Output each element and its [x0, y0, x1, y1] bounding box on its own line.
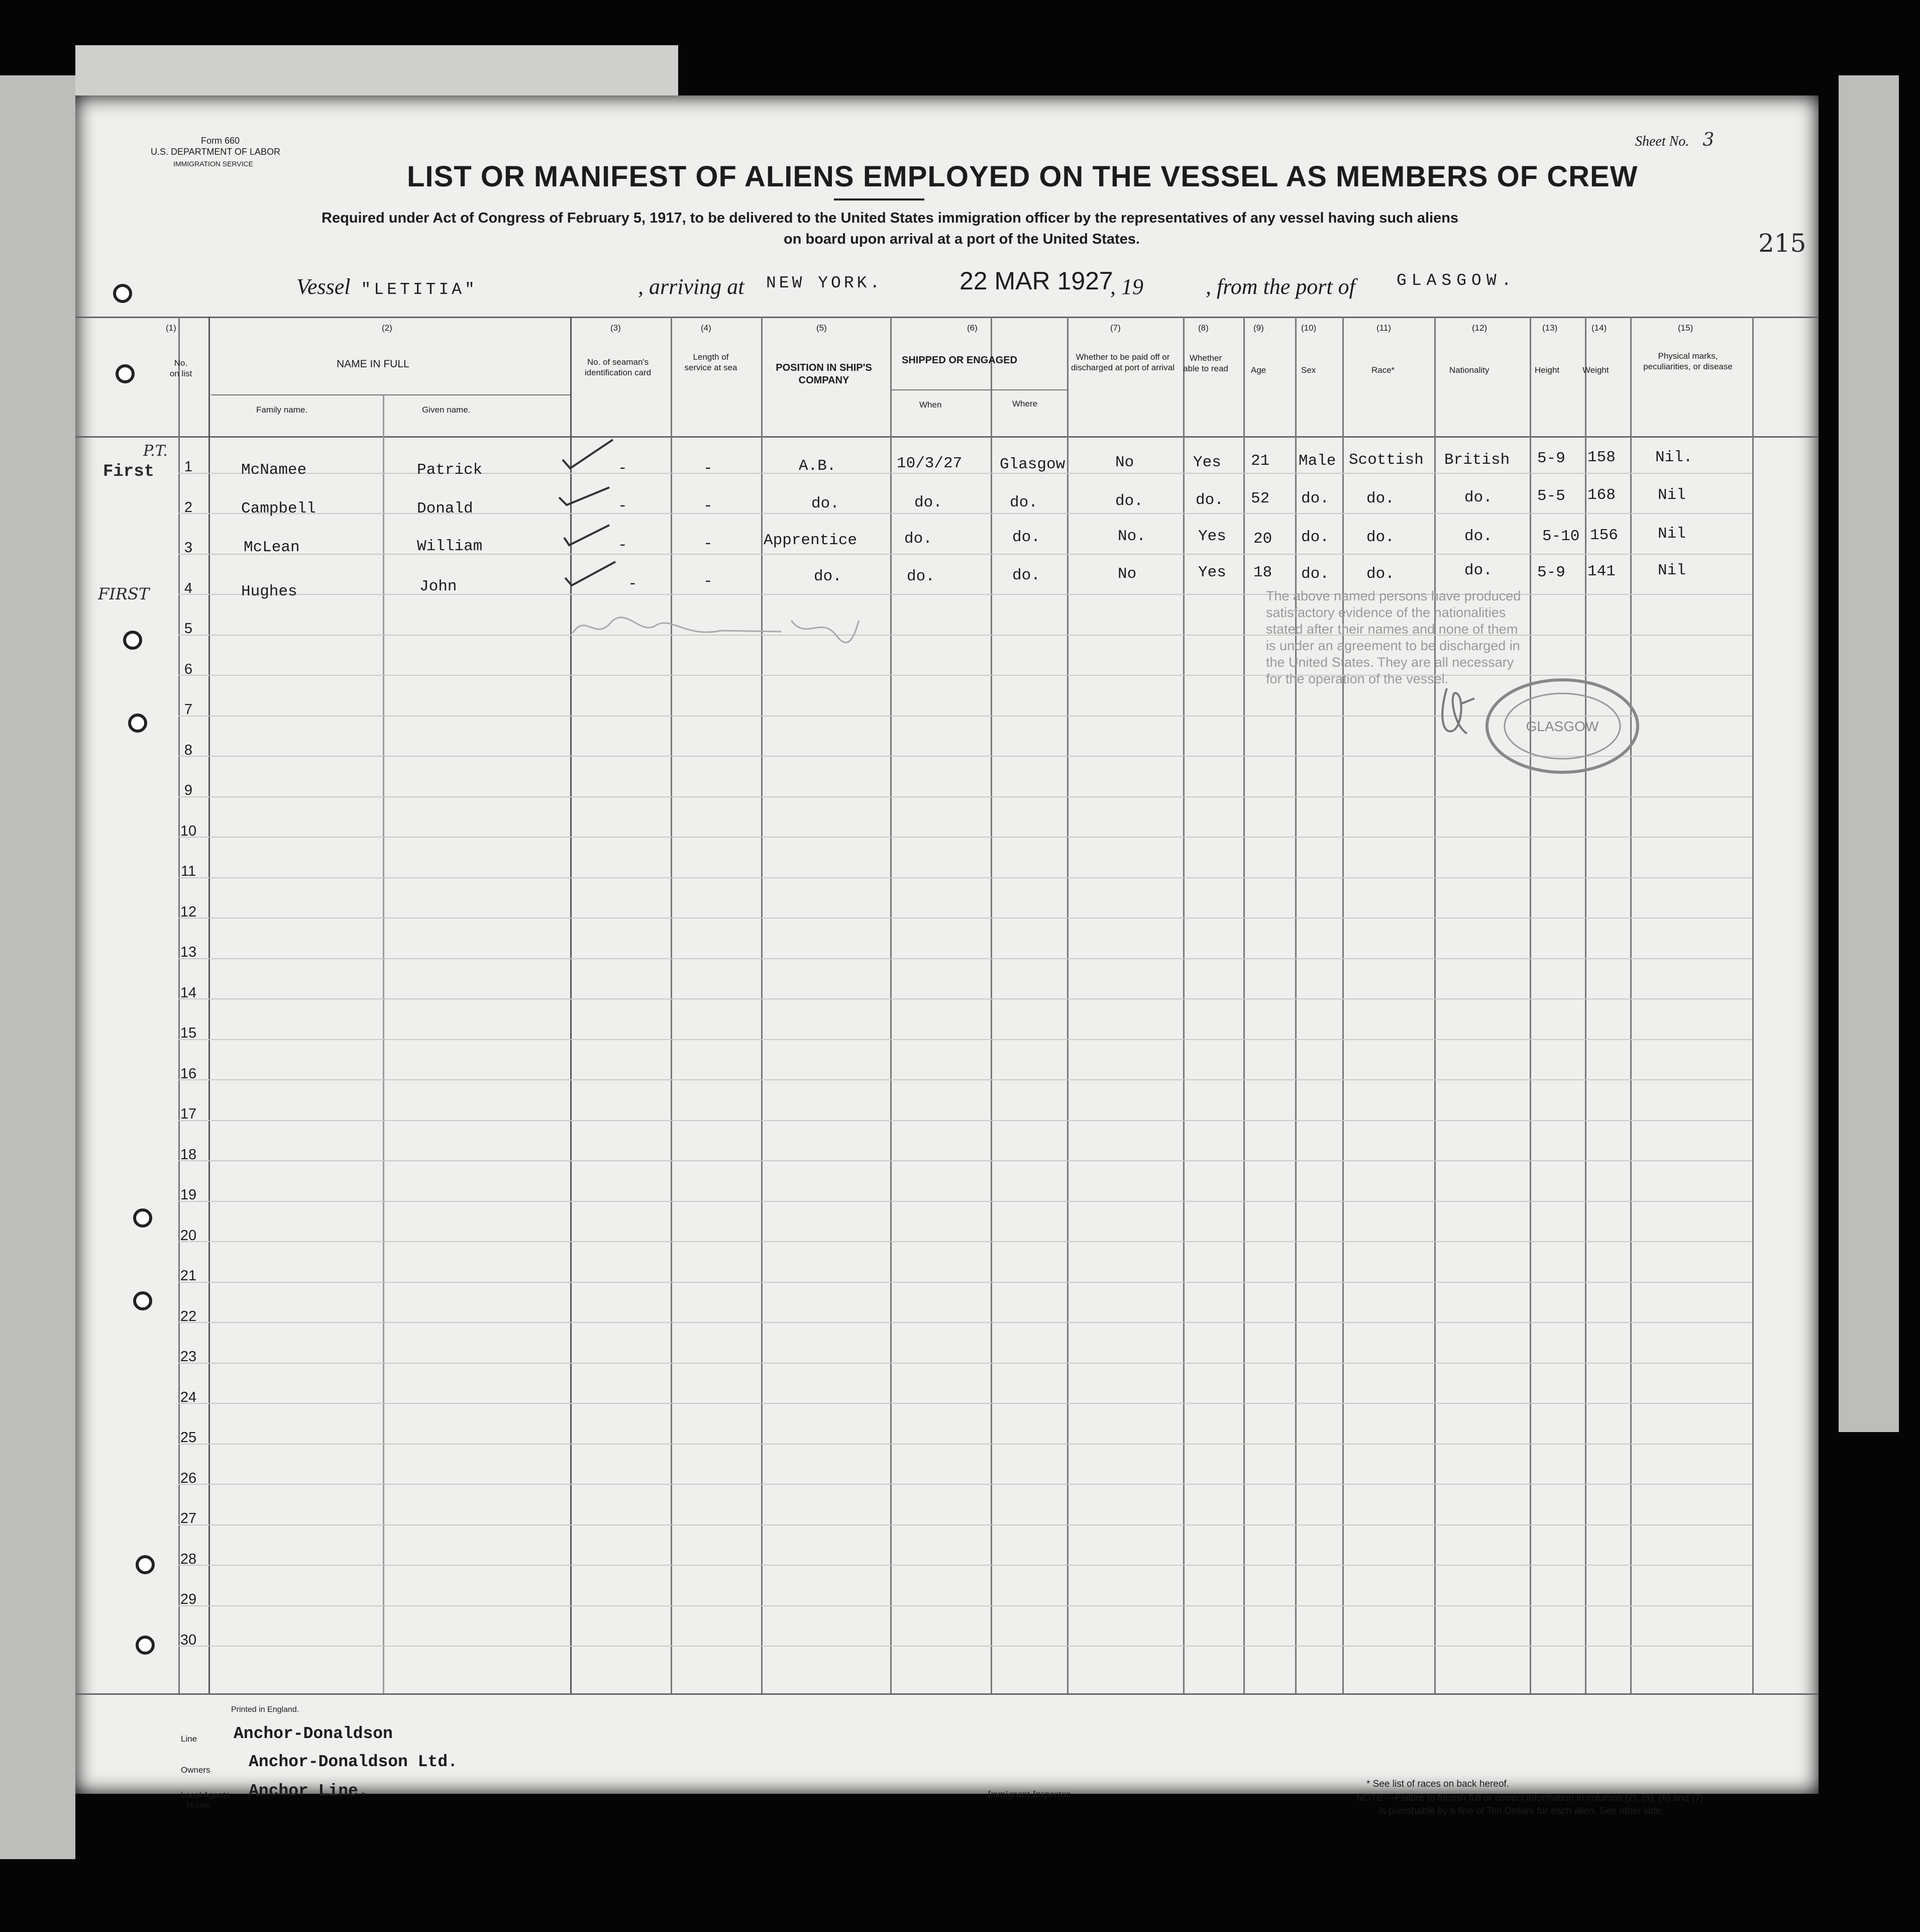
col13-header: Height — [1535, 365, 1560, 375]
table-row-2-age: 52 — [1251, 490, 1270, 507]
row-number: 20 — [180, 1228, 197, 1244]
official-seal-stamp — [1482, 676, 1643, 776]
table-row-2-sex: do. — [1301, 490, 1329, 507]
row-rule — [178, 1646, 1752, 1647]
voyage-line — [296, 274, 478, 299]
col6-header: SHIPPED OR ENGAGED — [902, 355, 1018, 366]
header-bottom-border — [75, 436, 1819, 438]
row-number: 8 — [184, 742, 193, 758]
table-row-1-height: 5-9 — [1537, 450, 1565, 467]
table-row-3-given: William — [417, 538, 483, 555]
local-agents-label: Local Agents — [181, 1790, 230, 1800]
row-rule — [178, 473, 1752, 474]
table-row-4-sex: do. — [1301, 565, 1329, 583]
table-row-1-service: - — [703, 460, 713, 477]
col14-header: Weight — [1582, 365, 1609, 375]
owners-label: Owners — [181, 1765, 210, 1775]
table-row-3-when: do. — [904, 530, 932, 548]
stamp-line-3: stated after their names and none of them — [1266, 622, 1518, 637]
row-number: 17 — [180, 1106, 197, 1122]
table-row-1-given: Patrick — [417, 461, 483, 479]
local-agents-value: Anchor Line. — [249, 1782, 368, 1800]
row-rule — [178, 1565, 1752, 1566]
column-divider — [178, 317, 180, 1693]
manifest-title: LIST OR MANIFEST OF ALIENS EMPLOYED ON THE VESSEL AS MEMBERS OF CREW — [407, 160, 1638, 193]
family-name-header: Family name. — [256, 405, 308, 415]
subtitle-line-2: on board upon arrival at a port of the United States. — [784, 231, 1140, 247]
row-number: 19 — [180, 1187, 197, 1203]
table-row-4-service: - — [703, 573, 713, 590]
table-row-4-where: do. — [1012, 567, 1040, 584]
table-row-1-paid-off: No — [1115, 454, 1134, 471]
col10-number: (10) — [1301, 323, 1317, 333]
table-row-3-weight: 156 — [1590, 527, 1618, 544]
name-subcolumn-divider — [383, 394, 384, 1693]
col11-header: Race* — [1371, 365, 1395, 375]
local-agents-code: 14-1340 — [186, 1801, 210, 1809]
column-divider — [1434, 317, 1436, 1693]
sheet-label: Sheet No. — [1635, 134, 1689, 149]
row-rule — [178, 918, 1752, 919]
table-row-1-card: - — [618, 460, 627, 477]
sheet-number — [1635, 130, 1714, 150]
table-row-3-position: Apprentice — [764, 532, 858, 549]
col1-header: No. on list — [169, 358, 192, 378]
col11-number: (11) — [1376, 323, 1391, 333]
row-rule — [178, 1039, 1752, 1040]
row-rule — [178, 1120, 1752, 1121]
vessel-label: Vessel — [296, 274, 351, 299]
immigrant-inspector-label: Immigrant Inspector. — [987, 1789, 1072, 1800]
table-row-4-race: do. — [1366, 565, 1395, 583]
binding-hole — [133, 1208, 152, 1228]
row-number: 29 — [180, 1591, 197, 1607]
row-number: 2 — [184, 499, 193, 516]
row-rule — [178, 513, 1752, 514]
manifest-sheet — [75, 95, 1819, 1794]
row-rule — [178, 958, 1752, 959]
column-divider — [761, 317, 763, 1693]
col8-header: Whether able to read — [1183, 353, 1228, 373]
row-number: 4 — [184, 580, 193, 596]
line-label: Line — [181, 1734, 197, 1744]
row-number: 18 — [180, 1147, 197, 1163]
row-number: 14 — [180, 985, 197, 1001]
row-number: 26 — [180, 1470, 197, 1486]
row-number: 30 — [180, 1632, 197, 1648]
printed-in-england: Printed in England. — [231, 1705, 299, 1714]
column-divider — [1243, 317, 1245, 1693]
row-rule — [178, 1282, 1752, 1283]
row-number: 25 — [180, 1430, 197, 1446]
given-name-header: Given name. — [422, 405, 471, 415]
binding-hole — [128, 714, 147, 733]
owners-value: Anchor-Donaldson Ltd. — [249, 1753, 458, 1771]
races-footnote: * See list of races on back hereof. — [1366, 1779, 1510, 1789]
seal-text: GLASGOW — [1526, 719, 1599, 734]
col1-number: (1) — [166, 323, 176, 333]
binding-hole — [136, 1636, 155, 1655]
col8-number: (8) — [1198, 323, 1209, 333]
row-number: 28 — [180, 1551, 197, 1567]
table-row-3-race: do. — [1366, 529, 1395, 546]
col5-header: POSITION IN SHIP'S COMPANY — [776, 362, 872, 386]
col15-header: Physical marks, peculiarities, or disease — [1643, 351, 1733, 371]
col2-subline — [211, 394, 570, 395]
table-row-4-weight: 141 — [1587, 563, 1616, 580]
column-divider — [1183, 317, 1185, 1693]
binding-hole — [136, 1555, 155, 1574]
table-row-4-position: do. — [814, 568, 842, 585]
departure-port-label: , from the port of — [1206, 274, 1355, 299]
row-rule — [178, 998, 1752, 999]
row4-class-note: FIRST — [98, 584, 150, 603]
table-row-2-paid-off: do. — [1115, 492, 1143, 510]
col3-header: No. of seaman's identification card — [584, 357, 652, 377]
stamp-line-4: is under an agreement to be discharged in — [1266, 638, 1520, 653]
faint-handwriting-mark — [570, 611, 862, 646]
row-number: 27 — [180, 1510, 197, 1527]
row1-initials: P.T. — [143, 442, 168, 460]
table-row-2-position: do. — [811, 495, 839, 513]
table-row-4-when: do. — [907, 568, 935, 585]
stamp-line-2: satisfactory evidence of the nationalities — [1266, 605, 1506, 620]
subtitle-line-1: Required under Act of Congress of February 5, 1917, to be delivered to the United States immigration officer by the representatives of any vessel having such aliens — [322, 210, 1459, 226]
row-rule — [178, 554, 1752, 555]
table-row-2-card: - — [618, 497, 627, 515]
table-row-3-service: - — [703, 535, 713, 553]
table-row-1-age: 21 — [1251, 452, 1270, 470]
table-row-2-when: do. — [914, 494, 942, 512]
shipped-subcolumn-divider — [991, 389, 992, 437]
year-label: , 19 — [1110, 274, 1143, 299]
col2-header: NAME IN FULL — [337, 358, 409, 370]
row-number: 1 — [184, 459, 193, 475]
table-row-3-height: 5-10 — [1542, 528, 1580, 545]
table-row-4-nationality: do. — [1464, 562, 1492, 579]
column-divider — [890, 317, 892, 1693]
col13-number: (13) — [1542, 323, 1558, 333]
page-number: 215 — [1758, 229, 1806, 258]
column-divider — [208, 317, 210, 1693]
col12-number: (12) — [1472, 323, 1487, 333]
table-row-4-height: 5-9 — [1537, 564, 1565, 581]
table-row-4-card: - — [628, 575, 637, 593]
row-number: 7 — [184, 701, 193, 718]
row-rule — [178, 1322, 1752, 1323]
column-divider — [1342, 317, 1344, 1693]
row-rule — [178, 1444, 1752, 1445]
row-number: 10 — [180, 823, 197, 839]
form-number: Form 660 — [201, 136, 240, 146]
table-row-2-where: do. — [1010, 494, 1038, 512]
binding-hole — [116, 364, 135, 383]
column-divider — [1752, 317, 1754, 1693]
check-mark-icon — [557, 482, 612, 507]
table-row-3-card: - — [618, 537, 627, 554]
table-row-2-weight: 168 — [1587, 486, 1616, 504]
col6-number: (6) — [967, 323, 978, 333]
nationality-certification-stamp — [1266, 588, 1521, 687]
row-rule — [178, 1403, 1752, 1404]
table-row-3-sex: do. — [1301, 529, 1329, 546]
table-row-1-read: Yes — [1193, 454, 1221, 471]
table-row-1-when: 10/3/27 — [897, 455, 963, 472]
table-row-2-marks: Nil — [1658, 486, 1686, 504]
department-name: U.S. DEPARTMENT OF LABOR — [151, 147, 281, 157]
row-number: 11 — [180, 863, 196, 879]
column-divider — [671, 317, 672, 1693]
table-row-3-read: Yes — [1198, 528, 1226, 545]
col6-subline — [890, 389, 1067, 390]
table-row-1-sex: Male — [1299, 452, 1336, 470]
penalty-note-2: is punishable by a fine of Ten Dollars for each alien. See other side. — [1379, 1806, 1664, 1816]
penalty-note-1: NOTE.—Failure to furnish full or correct information in columns (2), (5), (6) and (7) — [1356, 1793, 1703, 1803]
binding-hole — [113, 284, 132, 303]
col12-header: Nationality — [1449, 365, 1489, 375]
row-rule — [178, 1484, 1752, 1485]
table-row-2-given: Donald — [417, 500, 473, 518]
table-row-3-where: do. — [1012, 529, 1040, 546]
table-row-1-race: Scottish — [1349, 451, 1424, 469]
stamp-line-6: for the operation of the vessel. — [1266, 671, 1449, 686]
table-row-4-marks: Nil — [1658, 562, 1686, 579]
check-mark-icon — [563, 558, 618, 588]
shipped-when-header: When — [919, 400, 942, 410]
row-rule — [178, 1605, 1752, 1606]
table-row-1-where: Glasgow — [1000, 456, 1065, 473]
service-name: IMMIGRATION SERVICE — [173, 160, 253, 168]
row-rule — [178, 1201, 1752, 1202]
row-rule — [178, 877, 1752, 878]
table-row-2-height: 5-5 — [1537, 487, 1565, 505]
table-row-1-position: A.B. — [799, 457, 836, 475]
table-row-3-age: 20 — [1253, 530, 1272, 548]
col5-number: (5) — [816, 323, 827, 333]
stamp-line-1: The above named persons have produced — [1266, 588, 1521, 603]
table-row-3-family: McLean — [244, 539, 300, 556]
table-row-3-paid-off: No. — [1118, 528, 1146, 545]
arriving-label: , arriving at — [638, 274, 744, 299]
col4-number: (4) — [701, 323, 711, 333]
col9-header: Age — [1251, 365, 1266, 375]
arrival-port: NEW YORK. — [766, 274, 883, 292]
row-number: 6 — [184, 661, 193, 677]
binding-hole — [133, 1291, 152, 1310]
shipped-where-header: Where — [1012, 399, 1038, 409]
row-number: 3 — [184, 540, 193, 556]
column-divider — [1295, 317, 1297, 1693]
row-number: 23 — [180, 1349, 197, 1365]
table-row-3-marks: Nil — [1658, 525, 1686, 543]
check-mark-icon — [560, 437, 615, 472]
row-number: 13 — [180, 944, 197, 960]
table-row-2-service: - — [703, 497, 713, 515]
table-row-2-race: do. — [1366, 490, 1395, 507]
table-row-3-nationality: do. — [1464, 528, 1492, 545]
table-row-1-weight: 158 — [1587, 449, 1616, 466]
column-divider — [1630, 317, 1632, 1693]
column-divider — [1530, 317, 1531, 1693]
table-bottom-border — [75, 1693, 1819, 1695]
vessel-name: "LETITIA" — [361, 280, 478, 299]
column-divider — [1067, 317, 1069, 1693]
row-number: 22 — [180, 1308, 197, 1325]
line-value: Anchor-Donaldson — [234, 1724, 393, 1743]
table-row-2-family: Campbell — [241, 500, 316, 518]
row-rule — [178, 837, 1752, 838]
arrival-date-stamp: 22 MAR 1927 — [959, 267, 1113, 295]
check-mark-icon — [562, 523, 612, 548]
col4-header: Length of service at sea — [684, 352, 737, 372]
row-rule — [178, 1363, 1752, 1364]
table-row-2-read: do. — [1196, 491, 1224, 509]
row-rule — [178, 796, 1752, 797]
col14-number: (14) — [1591, 323, 1607, 333]
row-number: 9 — [184, 782, 193, 798]
left-underlying-page — [0, 75, 75, 1859]
col7-number: (7) — [1110, 323, 1121, 333]
row-rule — [178, 1160, 1752, 1161]
col7-header: Whether to be paid off or discharged at port of arrival — [1071, 352, 1175, 372]
title-underline — [834, 198, 924, 200]
col10-header: Sex — [1301, 365, 1316, 375]
table-row-2-nationality: do. — [1464, 489, 1492, 506]
row1-class-note: First — [103, 462, 155, 481]
row-number: 21 — [180, 1268, 197, 1284]
sheet-value: 3 — [1702, 130, 1715, 150]
row-number: 5 — [184, 621, 193, 637]
col3-number: (3) — [610, 323, 621, 333]
table-top-border — [75, 317, 1819, 318]
table-row-4-given: John — [419, 578, 457, 595]
col9-number: (9) — [1253, 323, 1264, 333]
binding-hole — [123, 631, 142, 650]
table-row-4-read: Yes — [1198, 564, 1226, 581]
column-divider — [1585, 317, 1586, 1693]
table-row-1-family: McNamee — [241, 461, 307, 479]
col15-number: (15) — [1678, 323, 1693, 333]
table-row-4-paid-off: No — [1118, 565, 1137, 583]
row-number: 12 — [180, 904, 197, 920]
col2-number: (2) — [382, 323, 392, 333]
top-underlying-page — [75, 45, 678, 95]
row-number: 16 — [180, 1066, 197, 1082]
row-rule — [178, 1241, 1752, 1242]
row-number: 15 — [180, 1025, 197, 1041]
row-number: 24 — [180, 1389, 197, 1405]
table-row-1-nationality: British — [1444, 451, 1510, 469]
right-underlying-page — [1839, 75, 1899, 1432]
table-row-1-marks: Nil. — [1655, 449, 1693, 466]
table-row-4-family: Hughes — [241, 583, 297, 600]
initials-signature-mark — [1437, 683, 1477, 739]
row-rule — [178, 1524, 1752, 1526]
column-divider — [991, 317, 992, 1693]
stamp-line-5: the United States. They are all necessary — [1266, 655, 1514, 670]
departure-port: GLASGOW. — [1397, 271, 1517, 290]
row-rule — [178, 1079, 1752, 1080]
table-row-4-age: 18 — [1253, 564, 1272, 581]
